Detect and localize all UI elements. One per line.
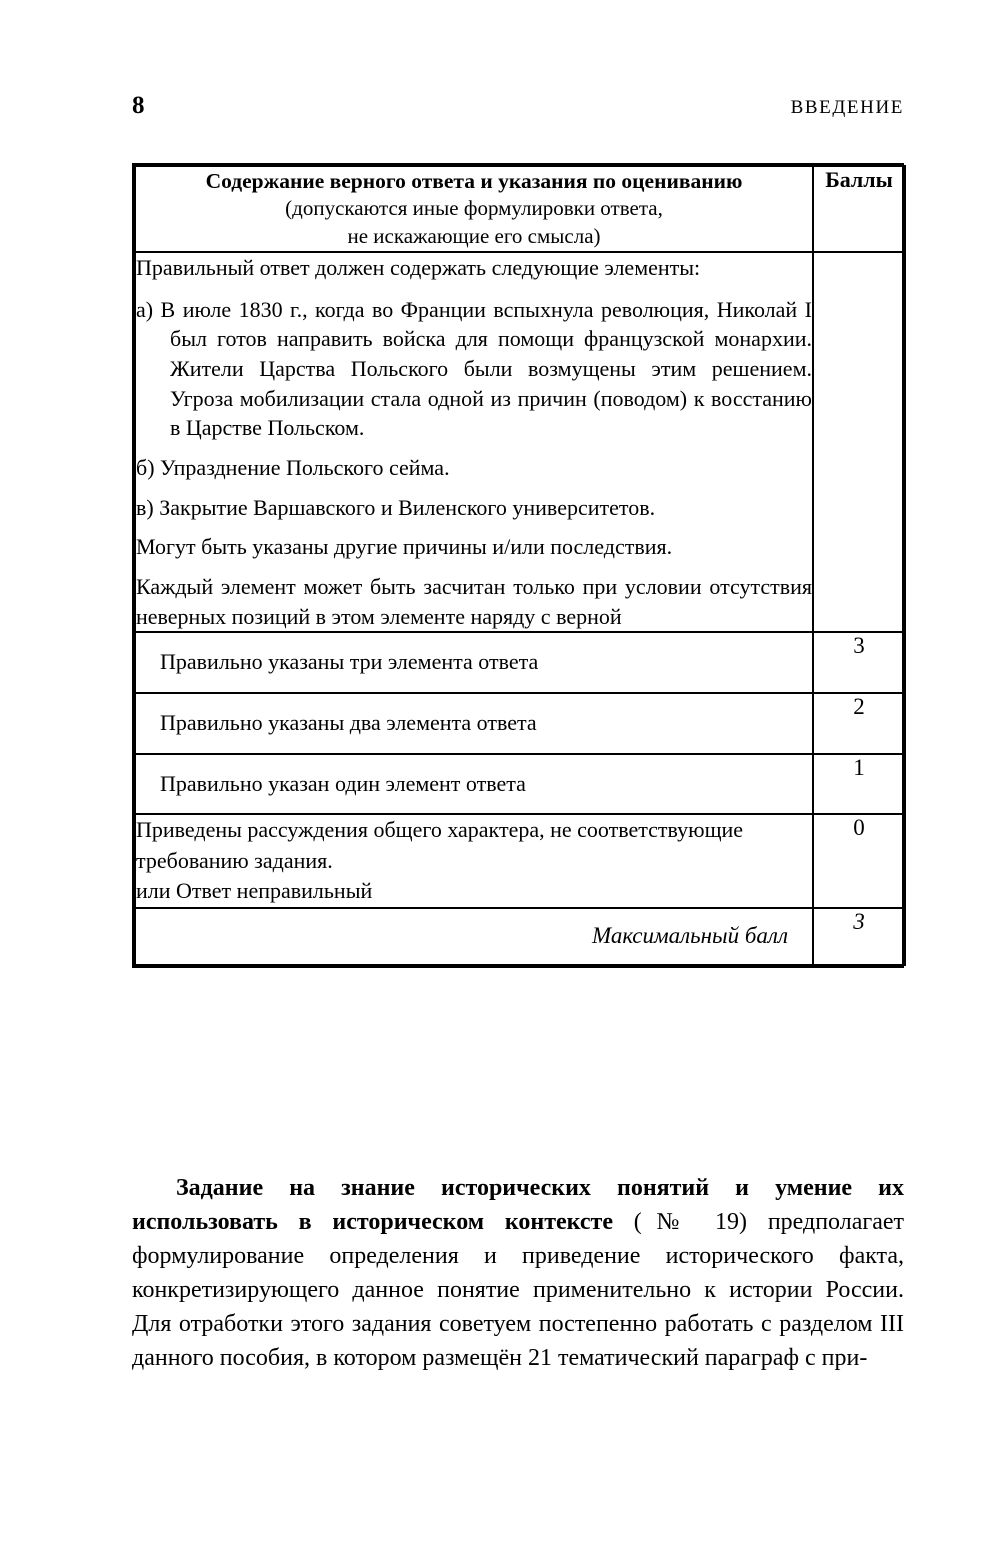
answer-note-1: Могут быть указаны другие причины и/или последствия. (136, 534, 673, 560)
header-content-subtitle-2: не искажающие его смысла) (347, 224, 601, 249)
criterion-text-3: Правильно указаны три элемента ответа (135, 632, 813, 693)
criterion-text-0-line-2: или Ответ неправильный (136, 878, 373, 904)
table-row (135, 754, 905, 815)
header-content-title: Содержание верного ответа и указания по оцениванию (205, 169, 743, 193)
grading-table (132, 163, 904, 968)
running-head-title: ВВЕДЕНИЕ (790, 97, 904, 118)
body-paragraph (132, 1171, 904, 1375)
criterion-text-1: Правильно указан один элемент ответа (135, 754, 813, 815)
criterion-score-0: 0 (813, 814, 905, 907)
answer-content-cell (135, 252, 813, 633)
answer-item-b: б) Упразднение Польского сейма. (136, 454, 450, 480)
page-header (132, 92, 904, 120)
table-row (135, 814, 905, 907)
answer-note-2: Каждый элемент может быть засчитан только при условии отсутствия неверных позиций в этом элементе наряду с верной (136, 574, 812, 629)
max-score-value: 3 (813, 908, 905, 965)
header-cell-content (135, 166, 813, 252)
table-header-row (135, 166, 905, 252)
paragraph-bold-lead: Задание на знание исторических понятий и умение их использовать в историческом контексте (132, 1175, 904, 1236)
header-cell-score: Баллы (813, 166, 905, 252)
criterion-text-2: Правильно указаны два элемента ответа (135, 693, 813, 754)
table-row (135, 632, 905, 693)
criterion-score-1: 1 (813, 754, 905, 815)
header-content-subtitle-1: (допускаются иные формулировки ответа, (285, 196, 663, 221)
paragraph-rest: (№ 19) предполагает формулирование определения и приведение исторического факта, конкретизирующего данное понятие применительно к истории России. Для отработки этого задания советуем постепенно работать с разделом III данного пособия, в котором размещён 21 тематический параграф с при- (132, 1209, 904, 1372)
max-score-label: Максимальный балл (135, 908, 813, 965)
criterion-text-0-line-1: Приведены рассуждения общего характера, не соответствующие требованию задания. (136, 817, 744, 873)
criterion-score-3: 3 (813, 632, 905, 693)
answer-item-a: а) В июле 1830 г., когда во Франции вспыхнула революция, Николай I был готов направить войска для помощи французской монархии. Жители Царства Польского были возмущены этим решением. Угроза мобилизации стала одной из причин (поводом) к восстанию в Царстве Польском. (136, 296, 812, 441)
answer-item-c: в) Закрытие Варшавского и Виленского университетов. (136, 494, 656, 520)
table-row (135, 693, 905, 754)
answer-content-score (813, 252, 905, 633)
page-number: 8 (132, 92, 145, 119)
criterion-score-2: 2 (813, 693, 905, 754)
max-score-row (135, 908, 905, 965)
answer-content-row (135, 252, 905, 633)
answer-intro: Правильный ответ должен содержать следующие элементы: (136, 254, 701, 280)
criterion-text-0 (135, 814, 813, 907)
